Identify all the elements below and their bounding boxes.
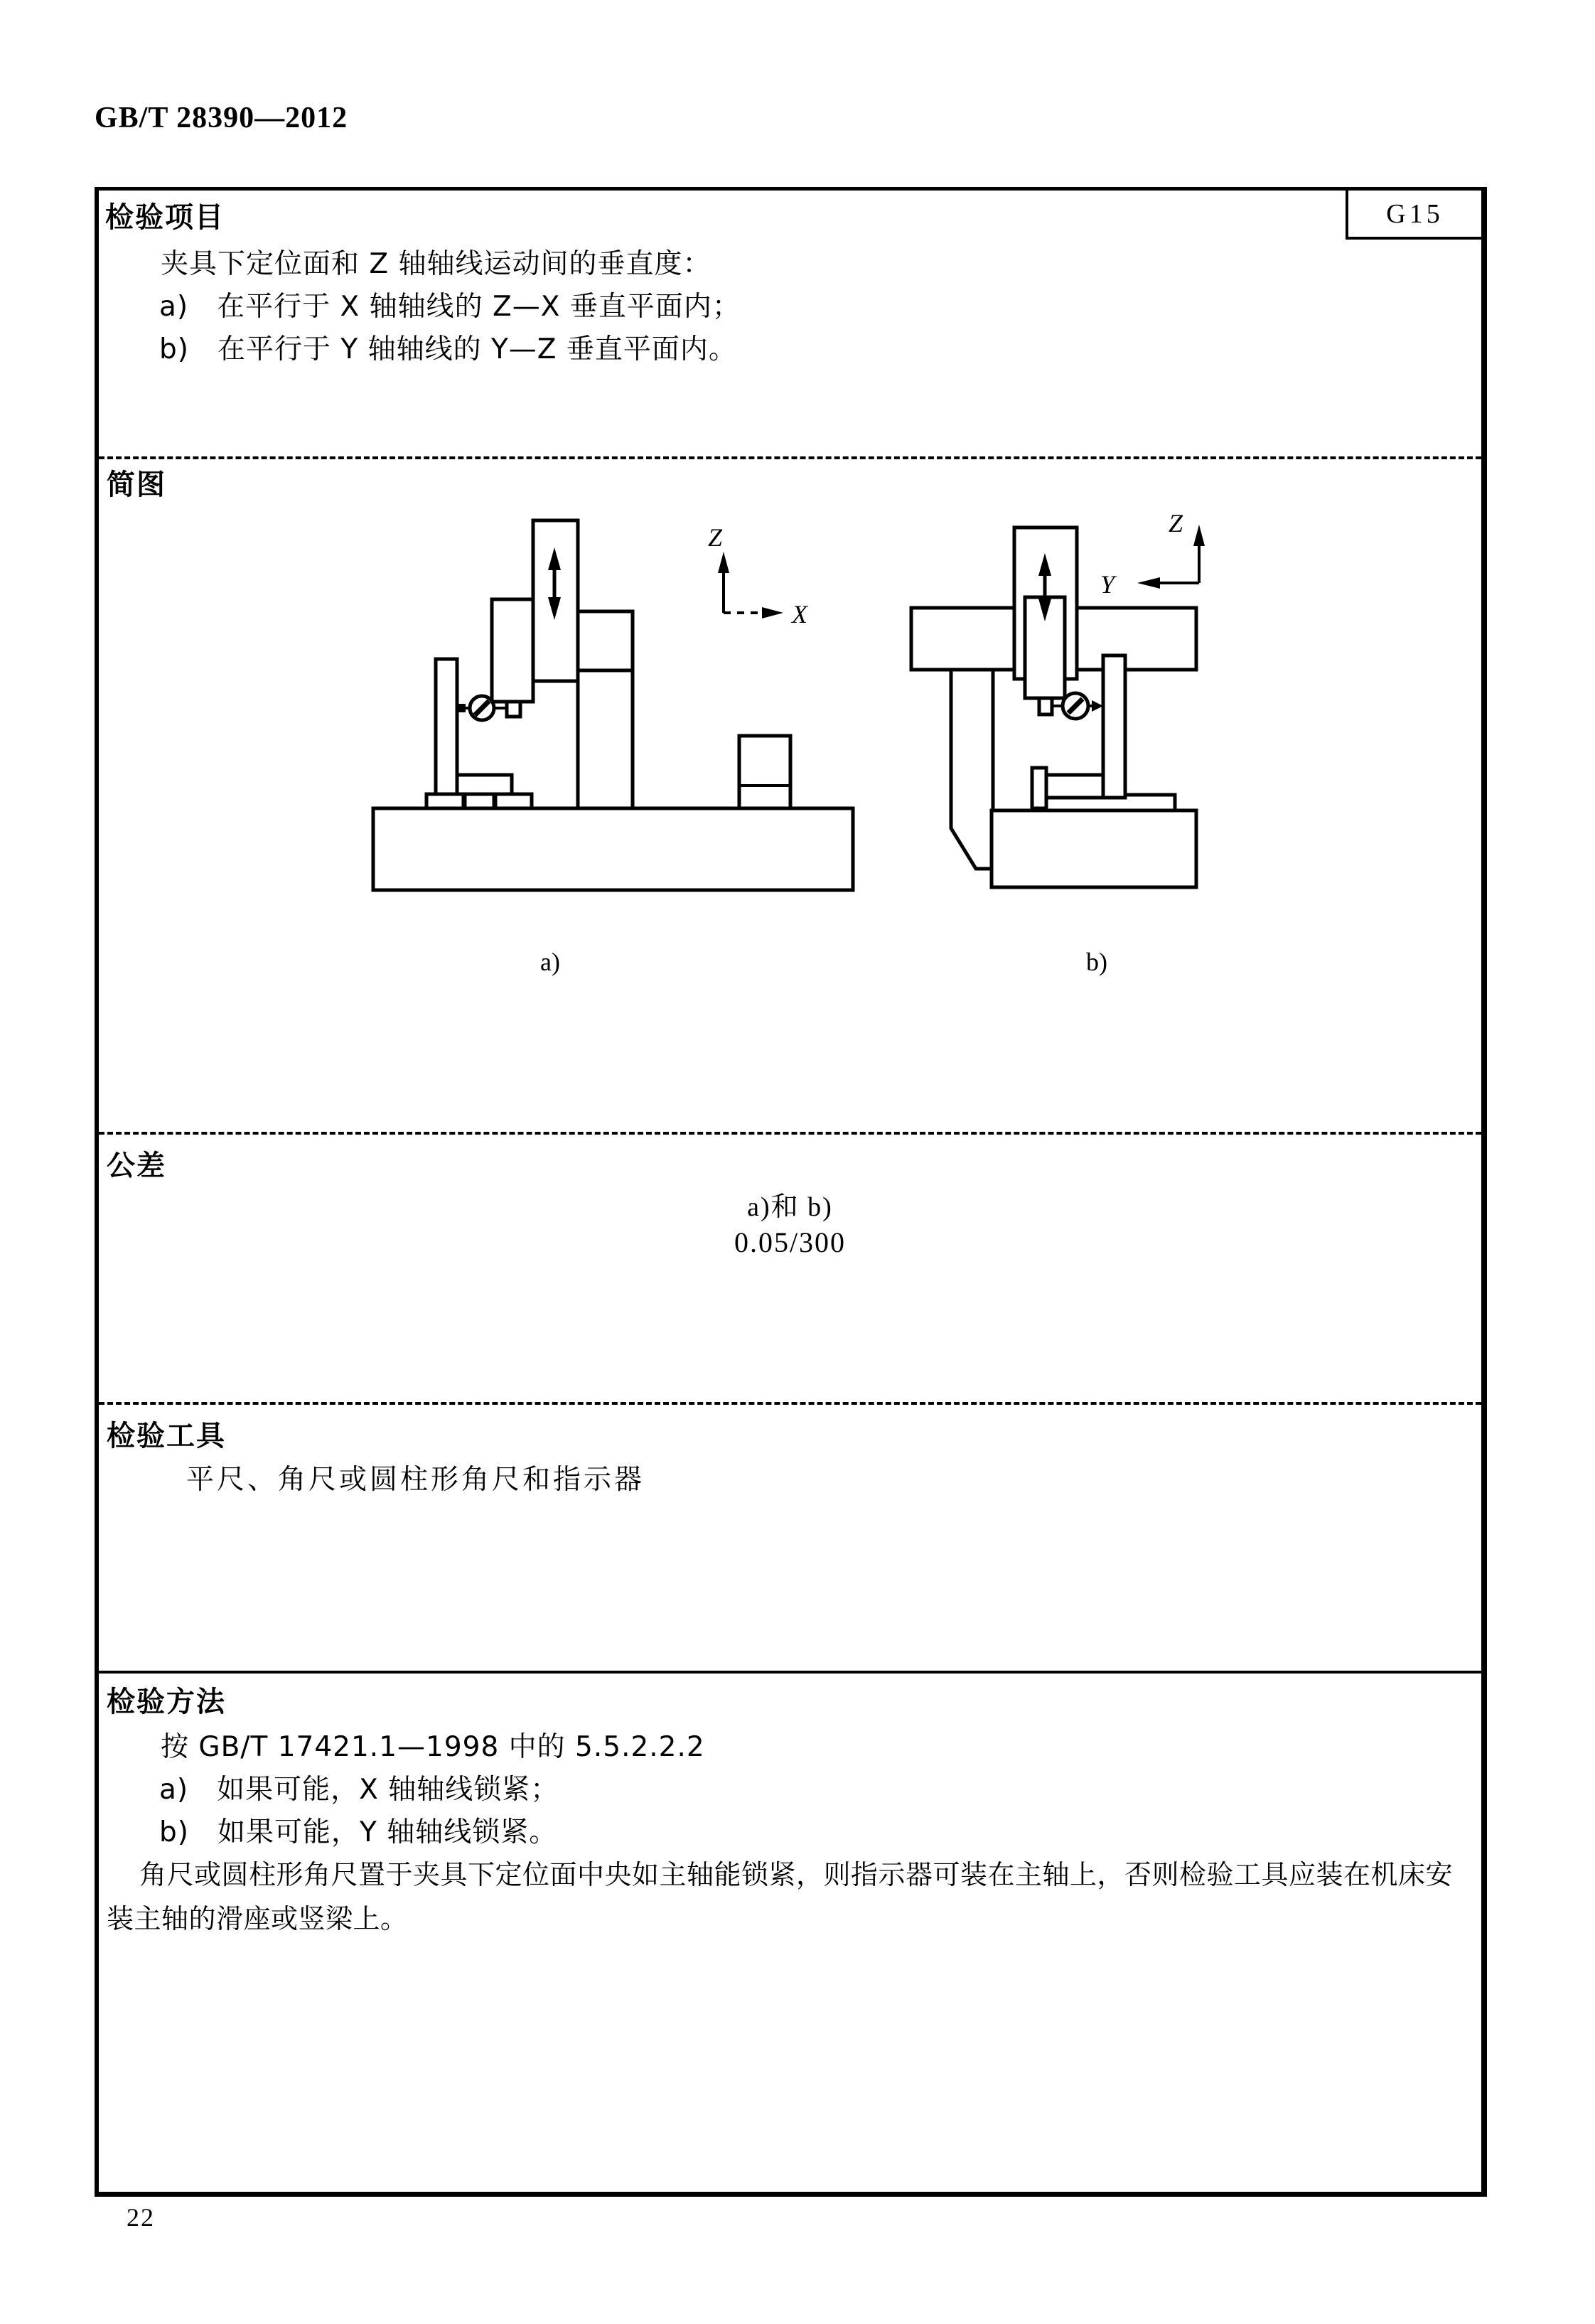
method-paragraph-line: 装主轴的滑座或竖梁上。 [107, 1903, 408, 1934]
tolerance-scope: a)和 b) [747, 1192, 833, 1222]
caption-a: a) [540, 948, 560, 976]
method-item: a) 如果可能，X 轴轴线锁紧； [159, 1774, 559, 1806]
section-label-method: 检验方法 [107, 1686, 226, 1718]
machine-a-head [578, 611, 633, 670]
method-reference: 按 GB/T 17421.1—1998 中的 5.5.2.2.2 [161, 1731, 705, 1763]
section-label-inspection-item: 检验项目 [105, 201, 225, 234]
inspection-table [95, 187, 1487, 2197]
axis-label-y: Y [1100, 570, 1115, 599]
section-divider [99, 456, 1481, 459]
inspection-item-line: b) 在平行于 Y 轴轴线的 Y—Z 垂直平面内。 [159, 333, 737, 365]
axis-label-z: Z [708, 523, 723, 552]
method-paragraph-line: 角尺或圆柱形角尺置于夹具下定位面中央如主轴能锁紧，则指示器可装在主轴上，否则检验工具应装在机床安 [139, 1859, 1454, 1890]
machine-a-column [578, 670, 633, 808]
section-label-tolerance: 公差 [107, 1150, 166, 1182]
caption-b: b) [1086, 948, 1107, 976]
axis-label-x: X [792, 600, 807, 628]
axes-a [708, 523, 809, 628]
inspection-item-line: 夹具下定位面和 Z 轴轴线运动间的垂直度： [161, 248, 711, 280]
axis-label-z: Z [1169, 509, 1183, 537]
machine-diagram-a [373, 520, 853, 890]
item-code-box [1346, 191, 1481, 240]
indicator-mount-a [507, 702, 520, 717]
tools-text: 平尺、角尺或圆柱形角尺和指示器 [186, 1464, 645, 1496]
axes-b [1100, 509, 1205, 599]
section-divider [99, 1671, 1481, 1674]
indicator-mount-b [1039, 698, 1052, 714]
page-number: 22 [127, 2203, 155, 2232]
machine-b-column [951, 670, 993, 869]
machine-a-workpiece-block [739, 736, 790, 808]
schematic-diagram [341, 498, 1265, 903]
machine-b-base [992, 810, 1196, 887]
section-divider [99, 1402, 1481, 1405]
tolerance-value: 0.05/300 [734, 1226, 847, 1258]
section-label-diagram: 简图 [107, 468, 166, 501]
section-label-tools: 检验工具 [107, 1420, 226, 1452]
machine-a-slide [492, 599, 533, 702]
method-item: b) 如果可能，Y 轴轴线锁紧。 [159, 1816, 558, 1848]
item-code: G15 [1386, 198, 1444, 229]
standard-number: GB/T 28390—2012 [95, 102, 348, 134]
section-divider [99, 1132, 1481, 1135]
inspection-item-line: a) 在平行于 X 轴轴线的 Z—X 垂直平面内； [159, 291, 741, 323]
machine-diagram-b [911, 509, 1205, 887]
machine-a-base [373, 808, 853, 890]
